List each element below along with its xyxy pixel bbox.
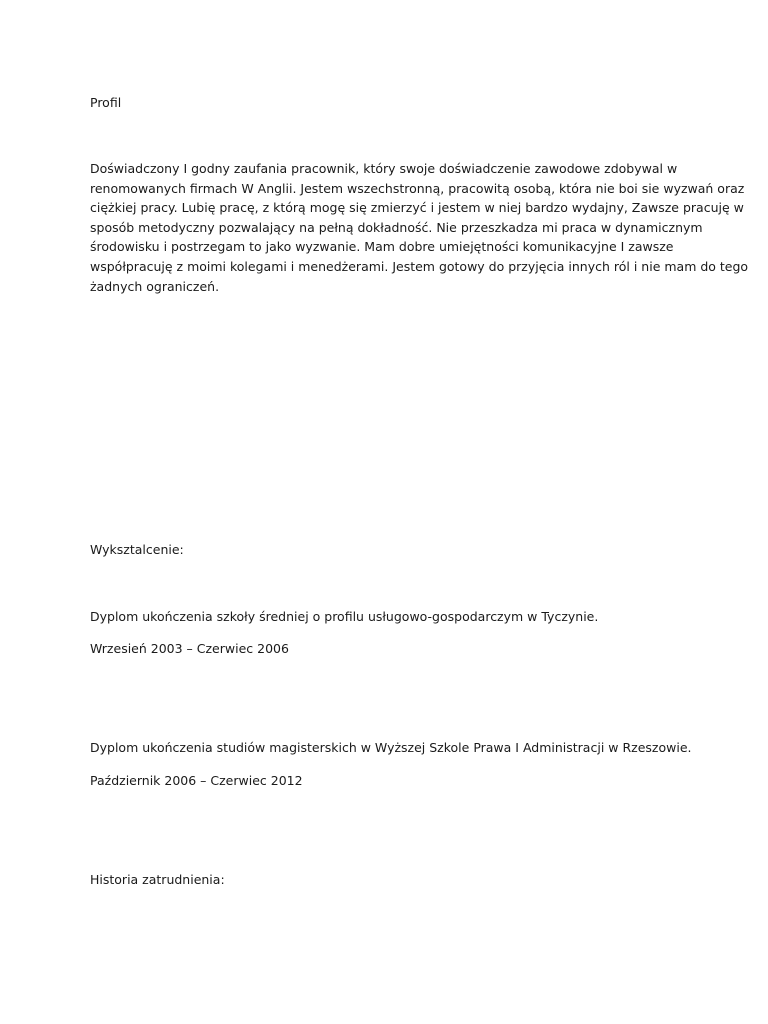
education-dates-2: Październik 2006 – Czerwiec 2012 [90,773,303,788]
education-dates-1: Wrzesień 2003 – Czerwiec 2006 [90,641,289,656]
profile-line: środowisku i postrzegam to jako wyzwanie. Mam dobre umiejętności komunikacyjne I zawsze [90,239,674,255]
education-heading: Wyksztalcenie: [90,542,184,557]
profile-line: ciężkiej pracy. Lubię pracę, z którą mogę się zmierzyć i jestem w niej bardzo wydajny, Zawsze pracuję w [90,200,744,216]
profile-line: renomowanych firmach W Anglii. Jestem wszechstronną, pracowitą osobą, która nie boi sie wyzwań oraz [90,180,745,196]
profile-line: współpracuję z moimi kolegami i menedżerami. Jestem gotowy do przyjęcia innych ról i nie mam do tego [90,258,749,274]
profile-heading: Profil [90,95,122,110]
profile-line: sposób metodyczny pozwalający na pełną dokładność. Nie przeszkadza mi praca w dynamicznym [90,219,703,235]
employment-heading: Historia zatrudnienia: [90,872,225,887]
profile-line: Doświadczony I godny zaufania pracownik, który swoje doświadczenie zawodowe zdobywal w [90,161,678,176]
profile-line: żadnych ograniczeń. [90,278,220,294]
education-title-1: Dyplom ukończenia szkoły średniej o profilu usługowo-gospodarczym w Tyczynie. [90,609,599,624]
profile-paragraph [90,159,749,296]
education-title-2: Dyplom ukończenia studiów magisterskich w Wyższej Szkole Prawa I Administracji w Rzeszowie. [90,740,692,755]
